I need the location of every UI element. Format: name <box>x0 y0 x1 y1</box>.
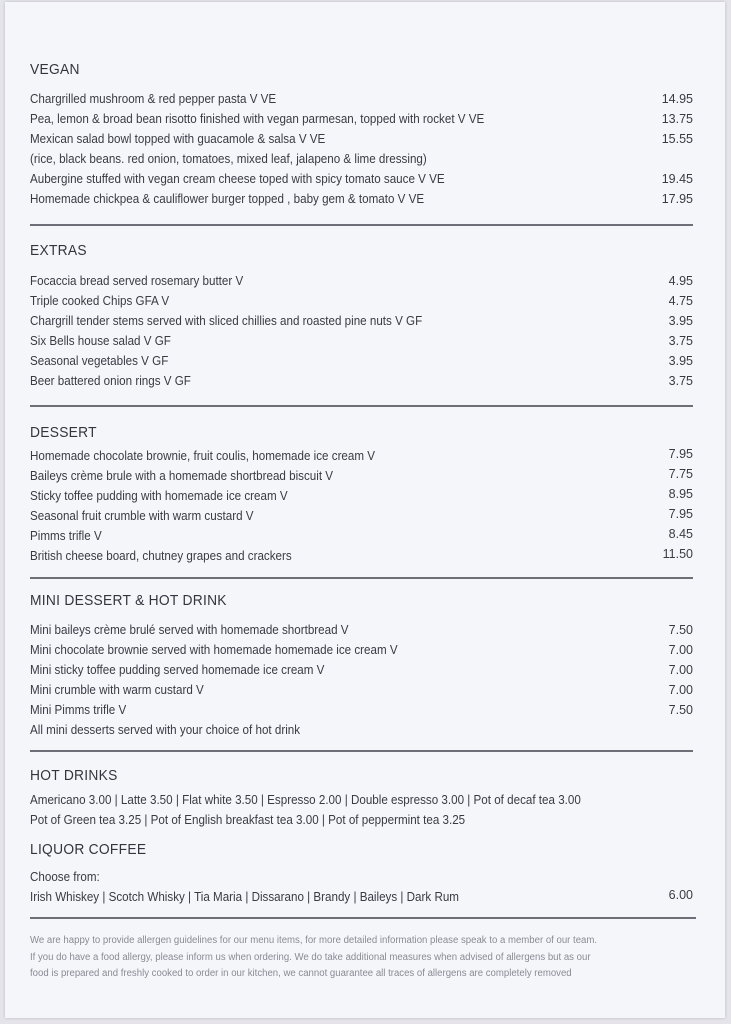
menu-item <box>30 312 693 330</box>
menu-item <box>30 681 693 699</box>
item-price: 3.95 <box>668 354 693 368</box>
menu-item <box>30 547 693 565</box>
item-name: Seasonal vegetables V GF <box>30 354 169 368</box>
item-price: 4.95 <box>668 274 693 288</box>
section-title-extras: EXTRAS <box>30 242 87 259</box>
item-price: 7.50 <box>668 623 693 637</box>
menu-item <box>30 332 693 350</box>
menu-item-note <box>30 150 693 168</box>
disclaimer-line: food is prepared and freshly cooked to order in our kitchen, we cannot guarantee all traces of allergens are completely removed <box>30 968 572 979</box>
item-name: Mini Pimms trifle V <box>30 703 127 717</box>
item-price: 7.00 <box>668 643 693 657</box>
item-name: Pimms trifle V <box>30 529 102 543</box>
menu-item <box>30 190 693 208</box>
item-name: Beer battered onion rings V GF <box>30 374 191 388</box>
menu-item <box>30 352 693 370</box>
section-title-dessert: DESSERT <box>30 424 97 441</box>
item-price: 8.45 <box>668 527 693 541</box>
item-name: Homemade chickpea & cauliflower burger topped , baby gem & tomato V VE <box>30 192 425 206</box>
section-title-vegan: VEGAN <box>30 61 80 78</box>
item-price: 14.95 <box>661 92 693 106</box>
section-title-liquor-coffee: LIQUOR COFFEE <box>30 841 147 858</box>
menu-item <box>30 447 693 465</box>
mini-dessert-note: All mini desserts served with your choice of hot drink <box>30 723 301 737</box>
section-divider <box>30 917 696 919</box>
item-name: Seasonal fruit crumble with warm custard V <box>30 509 254 523</box>
item-price: 7.75 <box>668 467 693 481</box>
item-name: British cheese board, chutney grapes and crackers <box>30 549 292 563</box>
disclaimer-line: If you do have a food allergy, please inform us when ordering. We do take additional measures when advised of allergens but as our <box>30 951 591 963</box>
hot-drinks-line: Americano 3.00 | Latte 3.50 | Flat white 3.50 | Espresso 2.00 | Double espresso 3.00 | Pot of decaf tea 3.00 <box>30 793 581 807</box>
disclaimer-line: We are happy to provide allergen guidelines for our menu items, for more detailed information please speak to a member of our team. <box>30 935 598 946</box>
item-name: Mini sticky toffee pudding served homemade ice cream V <box>30 663 325 677</box>
liquor-coffee-options <box>30 888 693 906</box>
item-name: Mini crumble with warm custard V <box>30 683 204 697</box>
item-price: 4.75 <box>668 294 693 308</box>
item-name: Focaccia bread served rosemary butter V <box>30 274 244 288</box>
liquor-coffee-intro: Choose from: <box>30 870 100 884</box>
item-name: Mini chocolate brownie served with homemade homemade ice cream V <box>30 643 398 657</box>
item-price: 11.50 <box>662 547 693 561</box>
item-description: (rice, black beans. red onion, tomatoes, mixed leaf, jalapeno & lime dressing) <box>30 152 427 166</box>
menu-item <box>30 170 693 188</box>
item-price: 7.95 <box>668 507 693 521</box>
item-price: 6.00 <box>668 888 693 902</box>
liquor-options: Irish Whiskey | Scotch Whisky | Tia Maria | Dissarano | Brandy | Baileys | Dark Rum <box>30 890 459 904</box>
menu-item <box>30 487 693 505</box>
item-name: Mini baileys crème brulé served with homemade shortbread V <box>30 623 349 637</box>
menu-item <box>30 272 693 290</box>
item-name: Triple cooked Chips GFA V <box>30 294 170 308</box>
item-name: Chargrill tender stems served with sliced chillies and roasted pine nuts V GF <box>30 314 423 328</box>
menu-item <box>30 661 693 679</box>
hot-drinks-line: Pot of Green tea 3.25 | Pot of English breakfast tea 3.00 | Pot of peppermint tea 3.25 <box>30 813 466 827</box>
menu-item <box>30 130 693 148</box>
item-name: Chargrilled mushroom & red pepper pasta V VE <box>30 92 277 106</box>
menu-item <box>30 527 693 545</box>
menu-item <box>30 90 693 108</box>
item-price: 19.45 <box>661 172 693 186</box>
menu-item <box>30 110 693 128</box>
menu-item <box>30 372 693 390</box>
section-divider <box>30 224 693 226</box>
section-divider <box>30 577 693 579</box>
item-price: 15.55 <box>661 132 693 146</box>
item-price: 8.95 <box>668 487 693 501</box>
item-name: Sticky toffee pudding with homemade ice cream V <box>30 489 288 503</box>
menu-item <box>30 701 693 719</box>
item-name: Aubergine stuffed with vegan cream cheese toped with spicy tomato sauce V VE <box>30 172 445 186</box>
section-divider <box>30 750 693 752</box>
item-price: 3.75 <box>668 334 693 348</box>
item-price: 7.50 <box>668 703 693 717</box>
allergen-disclaimer <box>30 933 683 983</box>
item-price: 17.95 <box>661 192 693 206</box>
menu-item <box>30 292 693 310</box>
menu-page <box>5 2 725 1018</box>
item-price: 7.00 <box>668 663 693 677</box>
menu-item <box>30 507 693 525</box>
item-name: Pea, lemon & broad bean risotto finished with vegan parmesan, topped with rocket V VE <box>30 112 485 126</box>
item-name: Homemade chocolate brownie, fruit coulis, homemade ice cream V <box>30 449 376 463</box>
menu-item <box>30 641 693 659</box>
item-price: 3.75 <box>668 374 693 388</box>
section-divider <box>30 405 693 407</box>
item-price: 7.95 <box>668 447 693 461</box>
item-name: Mexican salad bowl topped with guacamole & salsa V VE <box>30 132 326 146</box>
item-price: 3.95 <box>668 314 693 328</box>
item-name: Baileys crème brule with a homemade shortbread biscuit V <box>30 469 334 483</box>
menu-item <box>30 467 693 485</box>
item-name: Six Bells house salad V GF <box>30 334 171 348</box>
menu-item <box>30 621 693 639</box>
item-price: 7.00 <box>668 683 693 697</box>
section-title-hot-drinks: HOT DRINKS <box>30 767 118 784</box>
section-title-mini-dessert: MINI DESSERT & HOT DRINK <box>30 592 227 609</box>
item-price: 13.75 <box>661 112 693 126</box>
